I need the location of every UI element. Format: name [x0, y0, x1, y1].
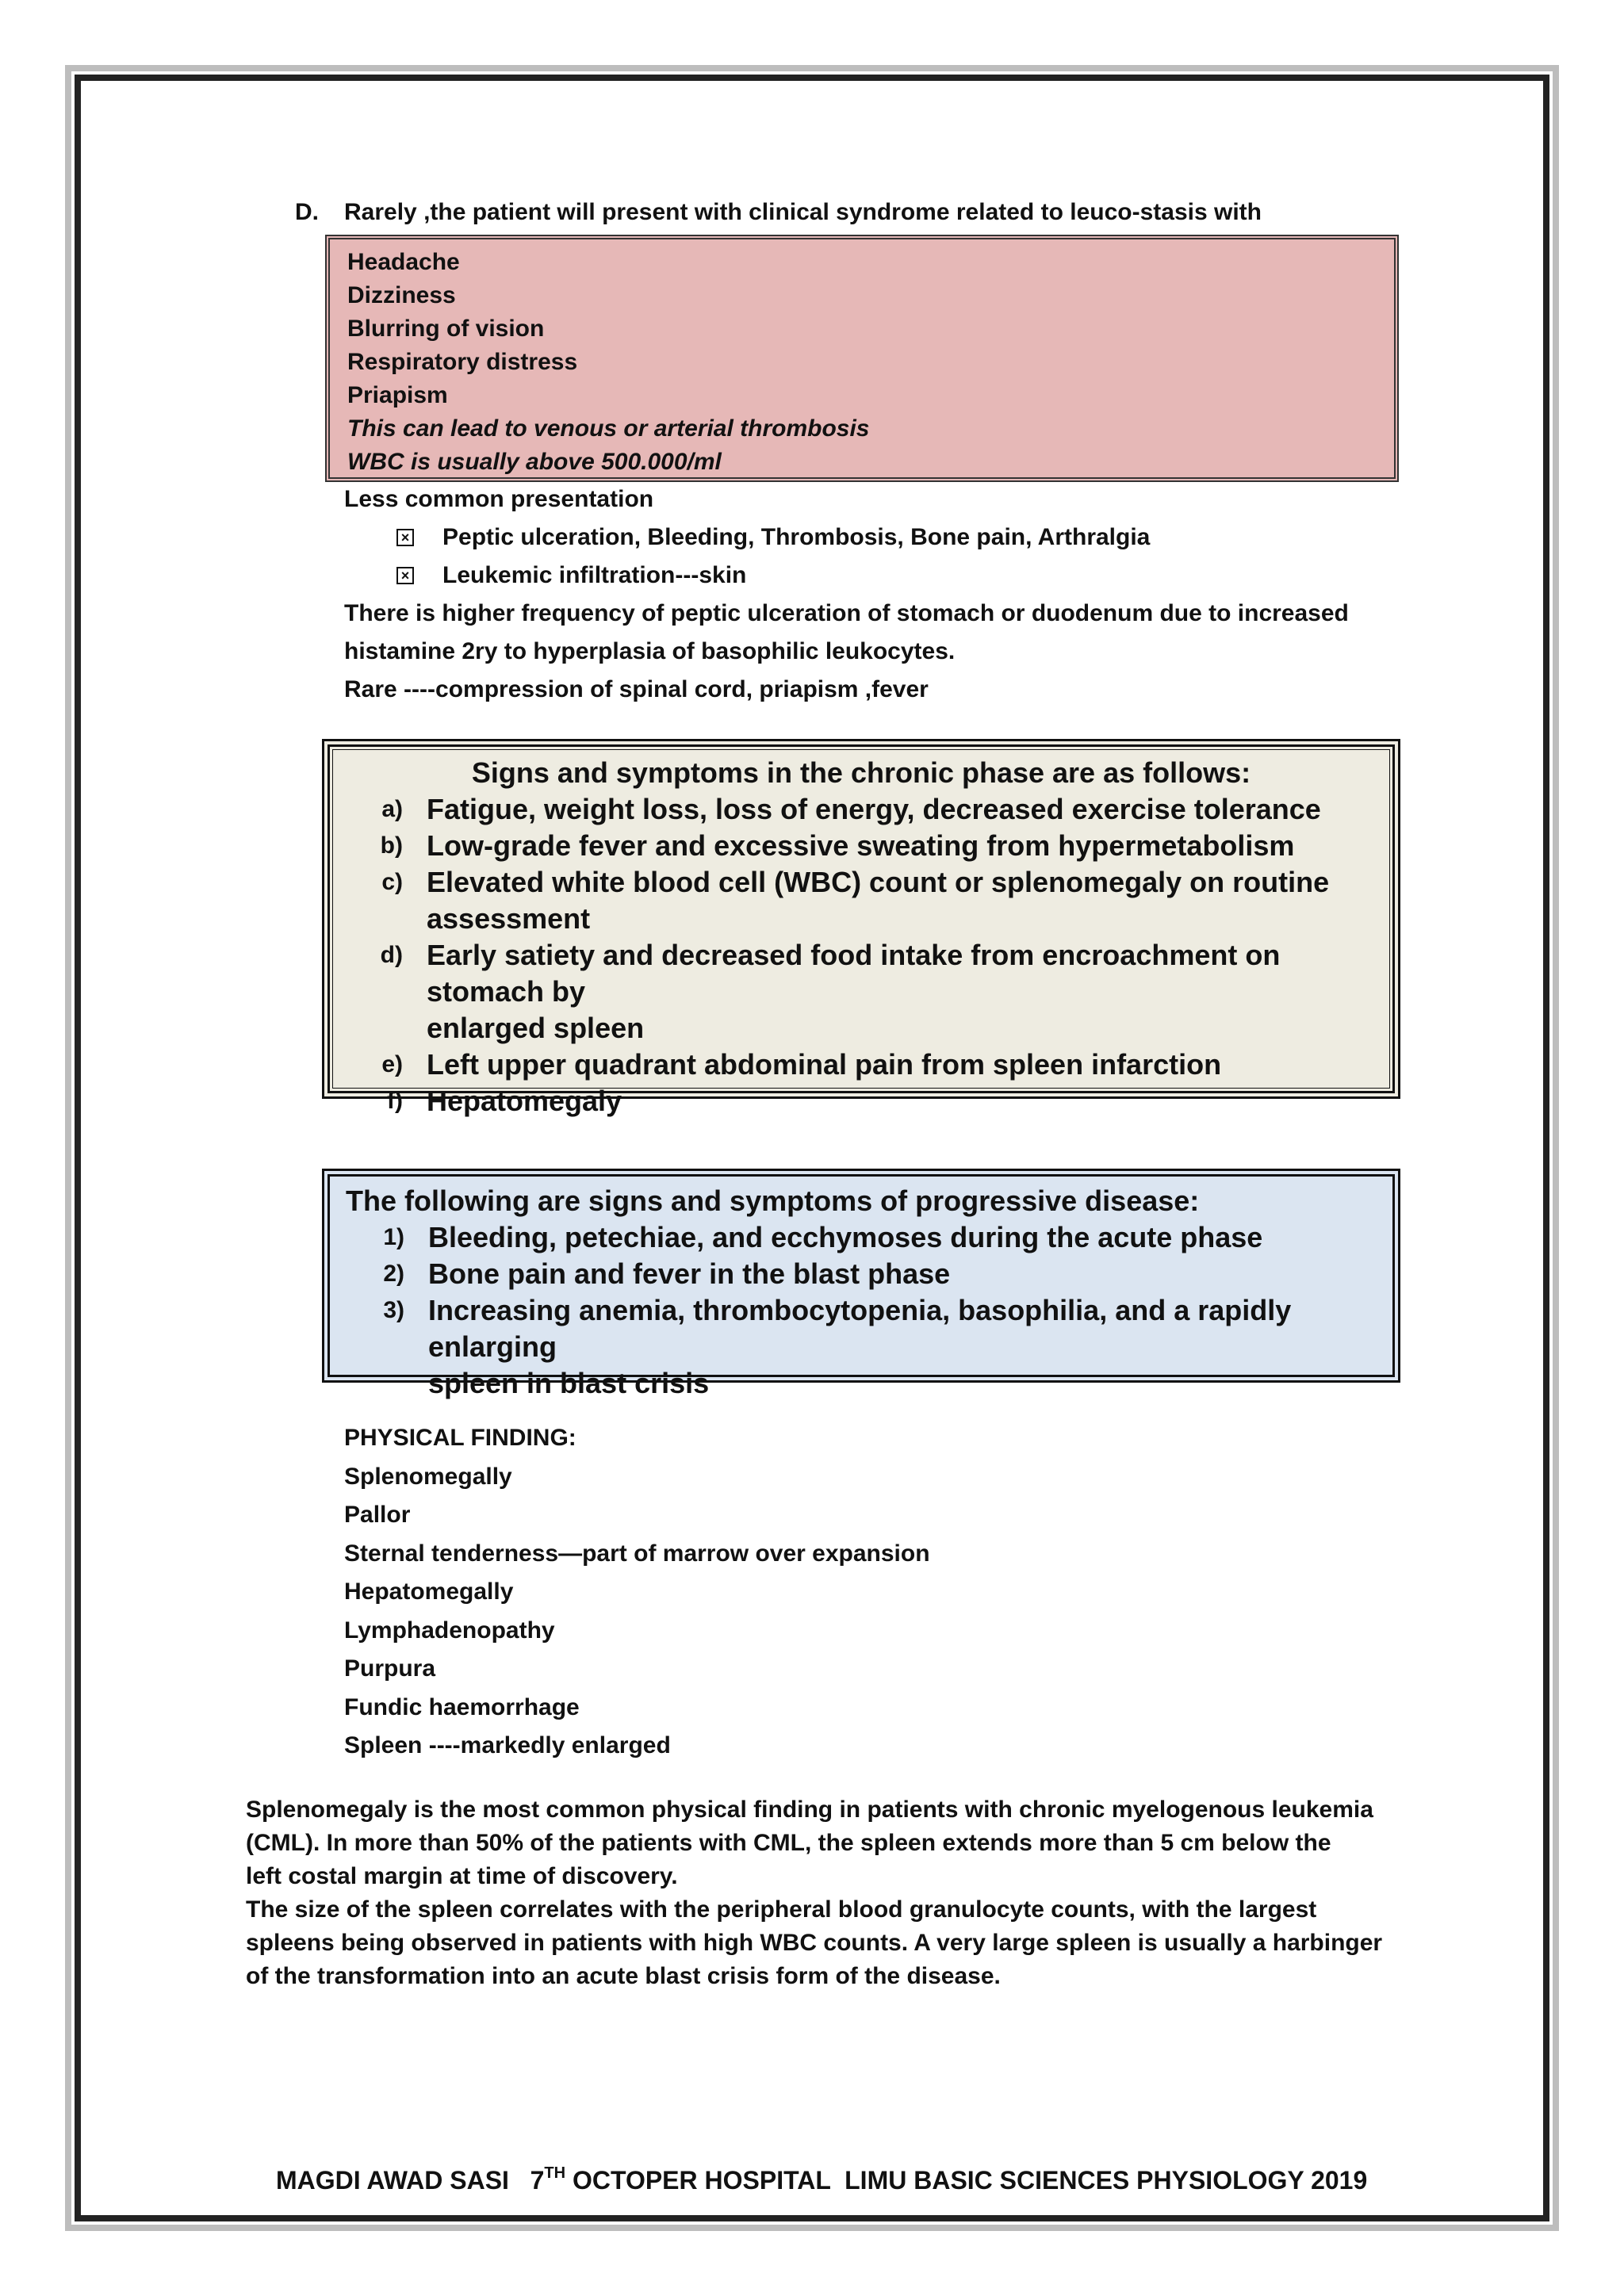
intro-text: Rarely ,the patient will present with clinical syndrome related to leuco-stasis with [344, 199, 1262, 225]
peptic-paragraph-line: There is higher frequency of peptic ulceration of stomach or duodenum due to increased [344, 600, 1349, 626]
item-text: Fatigue, weight loss, loss of energy, decreased exercise tolerance [427, 793, 1321, 825]
item-text: Low-grade fever and excessive sweating from hypermetabolism [427, 829, 1295, 862]
item-marker: 3) [383, 1297, 404, 1323]
item-marker: c) [381, 869, 403, 895]
progressive-item [346, 1292, 1381, 1402]
item-marker: b) [380, 832, 403, 859]
physical-finding-heading: PHYSICAL FINDING: [344, 1425, 576, 1451]
progressive-title: The following are signs and symptoms of progressive disease: [346, 1184, 1200, 1217]
thrombosis-note: This can lead to venous or arterial thrombosis [347, 415, 870, 442]
finding-item: Purpura [344, 1655, 436, 1682]
paragraph-line: of the transformation into an acute blast crisis form of the disease. [246, 1963, 1001, 1989]
item-text: Hepatomegaly [427, 1085, 622, 1117]
finding-item: Sternal tenderness—part of marrow over expansion [344, 1540, 930, 1567]
finding-item: Fundic haemorrhage [344, 1693, 580, 1720]
chronic-item [344, 1083, 1378, 1119]
progressive-item [346, 1256, 1381, 1292]
rare-line: Rare ----compression of spinal cord, priapism ,fever [344, 676, 929, 702]
footer-number: 7 [530, 2166, 545, 2195]
item-marker: e) [381, 1051, 403, 1077]
less-common-item [396, 519, 1150, 557]
progressive-disease-box [322, 1169, 1400, 1399]
item-marker: f) [387, 1088, 403, 1114]
paragraph-line: (CML). In more than 50% of the patients with CML, the spleen extends more than 5 cm below the [246, 1830, 1331, 1856]
item-text: assessment [427, 902, 591, 935]
symptom-item: Dizziness [347, 282, 456, 308]
item-marker: 1) [383, 1224, 404, 1250]
less-common-item-text: Peptic ulceration, Bleeding, Thrombosis, Bone pain, Arthralgia [442, 524, 1151, 550]
finding-item: Hepatomegally [344, 1578, 514, 1605]
item-text: Increasing anemia, thrombocytopenia, basophilia, and a rapidly enlarging [428, 1294, 1292, 1363]
checkbox-x-icon: × [396, 529, 414, 546]
chronic-item [344, 937, 1378, 1047]
footer-rest: OCTOPER HOSPITAL LIMU BASIC SCIENCES PHYSIOLOGY 2019 [572, 2166, 1368, 2195]
item-text: spleen in blast crisis [428, 1367, 710, 1399]
item-text: enlarged spleen [427, 1012, 645, 1044]
chronic-item [344, 1047, 1378, 1083]
item-text: Early satiety and decreased food intake from encroachment on stomach by [427, 939, 1281, 1008]
item-text: Elevated white blood cell (WBC) count or splenomegaly on routine [427, 866, 1330, 898]
footer [276, 2164, 1367, 2196]
symptom-item: Blurring of vision [347, 316, 545, 342]
symptom-item: Headache [347, 249, 460, 275]
finding-item: Pallor [344, 1502, 411, 1528]
less-common-item [396, 557, 746, 595]
footer-author: MAGDI AWAD SASI [276, 2166, 509, 2195]
paragraph-line: left costal margin at time of discovery. [246, 1863, 678, 1889]
item-marker: 2) [383, 1261, 404, 1287]
finding-item: Splenomegally [344, 1463, 512, 1490]
intro-marker: D. [295, 199, 319, 225]
chronic-item [344, 791, 1378, 828]
chronic-item [344, 828, 1378, 864]
item-text: Left upper quadrant abdominal pain from spleen infarction [427, 1048, 1222, 1081]
item-text: Bone pain and fever in the blast phase [428, 1257, 951, 1290]
symptom-item: Respiratory distress [347, 349, 578, 375]
less-common-heading: Less common presentation [344, 486, 654, 512]
chronic-phase-box [322, 739, 1400, 1117]
paragraph-line: The size of the spleen correlates with the peripheral blood granulocyte counts, with the largest [246, 1896, 1317, 1923]
chronic-item [344, 864, 1378, 937]
item-marker: a) [381, 796, 403, 822]
symptom-item: Priapism [347, 382, 448, 408]
chronic-phase-title: Signs and symptoms in the chronic phase are as follows: [471, 756, 1251, 789]
less-common-item-text: Leukemic infiltration---skin [442, 562, 747, 588]
progressive-item [346, 1219, 1381, 1256]
item-marker: d) [380, 942, 403, 968]
paragraph-line: Splenomegaly is the most common physical finding in patients with chronic myelogenous leukemia [246, 1797, 1373, 1823]
leucostasis-box [325, 235, 1399, 482]
physical-finding-list [344, 1419, 930, 1766]
peptic-paragraph-line: histamine 2ry to hyperplasia of basophilic leukocytes. [344, 638, 956, 664]
item-text: Bleeding, petechiae, and ecchymoses during the acute phase [428, 1221, 1263, 1253]
wbc-note: WBC is usually above 500.000/ml [347, 449, 722, 475]
footer-superscript: TH [544, 2164, 566, 2182]
finding-item: Lymphadenopathy [344, 1617, 555, 1644]
checkbox-x-icon: × [396, 567, 414, 584]
closing-paragraph [246, 1793, 1382, 1993]
finding-item: Spleen ----markedly enlarged [344, 1732, 671, 1758]
paragraph-line: spleens being observed in patients with high WBC counts. A very large spleen is usually a harbinger [246, 1930, 1383, 1956]
